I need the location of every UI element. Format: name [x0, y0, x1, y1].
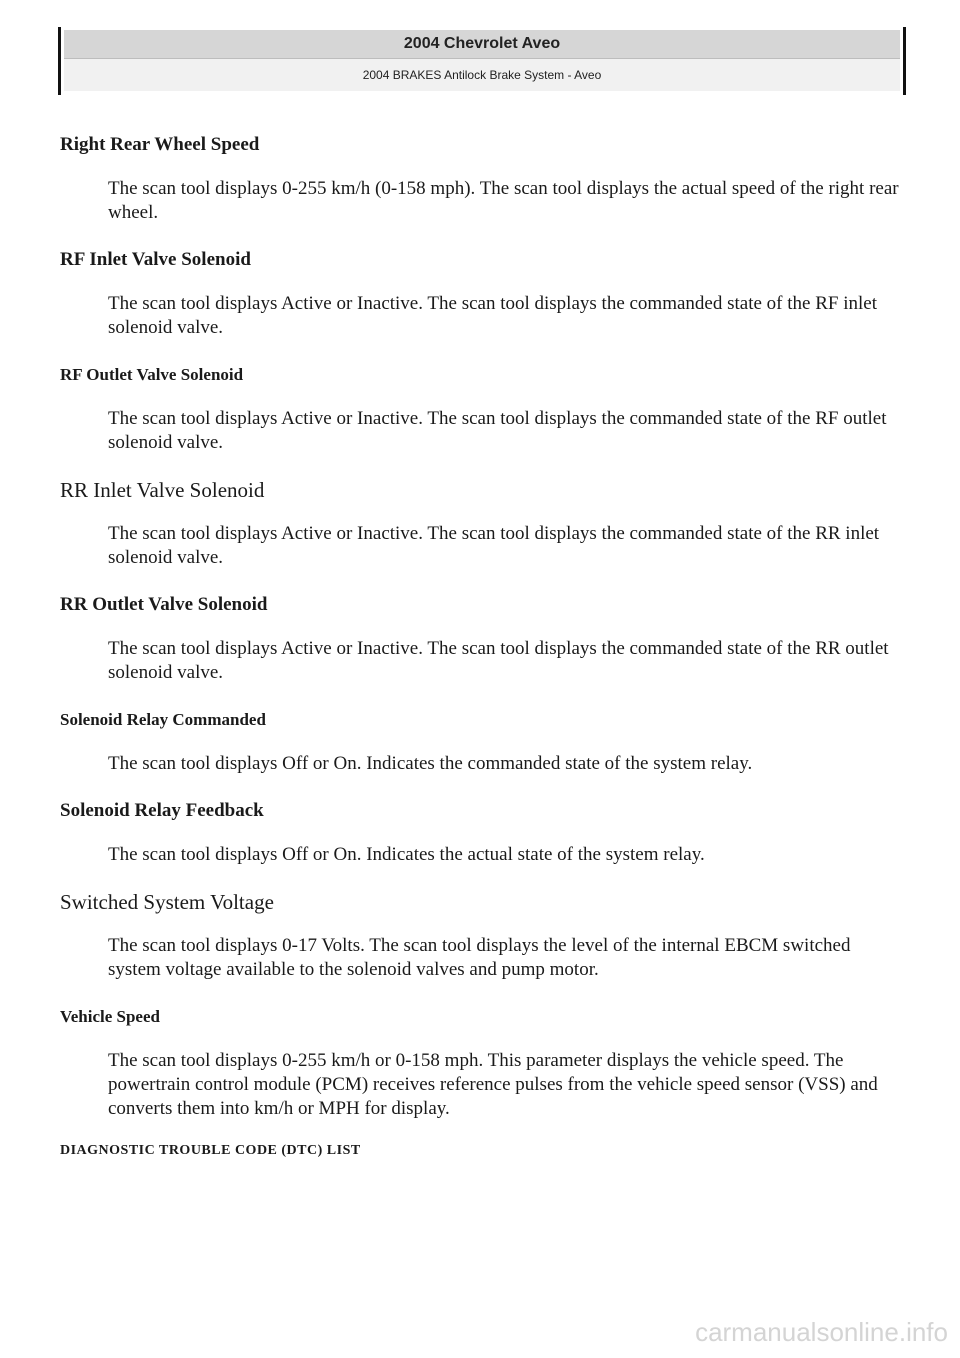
entry-title: Solenoid Relay Commanded [60, 710, 266, 729]
entry-title: Switched System Voltage [60, 890, 274, 914]
entry-description: The scan tool displays Active or Inactive. The scan tool displays the commanded state of the RR inlet solenoid valve. [108, 523, 880, 568]
entry-rf-inlet-valve-solenoid [60, 247, 905, 340]
entry-description: The scan tool displays Off or On. Indicates the actual state of the system relay. [108, 844, 705, 865]
dtc-list-heading: DIAGNOSTIC TROUBLE CODE (DTC) LIST [60, 1143, 361, 1158]
entry-title: Solenoid Relay Feedback [60, 800, 264, 821]
entry-description: The scan tool displays 0-255 km/h (0-158 mph). The scan tool displays the actual speed of the right rear wheel. [108, 178, 899, 223]
entry-switched-system-voltage [60, 889, 905, 982]
document-body [60, 132, 905, 1159]
entry-description: The scan tool displays Off or On. Indicates the commanded state of the system relay. [108, 753, 753, 774]
entry-title: RR Inlet Valve Solenoid [60, 478, 265, 502]
entry-title: RR Outlet Valve Solenoid [60, 594, 268, 615]
entry-description: The scan tool displays Active or Inactive. The scan tool displays the commanded state of the RF inlet solenoid valve. [108, 293, 877, 338]
entry-description: The scan tool displays 0-255 km/h or 0-158 mph. This parameter displays the vehicle speed. The powertrain control module (PCM) receives reference pulses from the vehicle speed sensor (VSS) and converts them into km/h or MPH for display. [108, 1050, 878, 1119]
header-left-rule [58, 27, 61, 95]
watermark: carmanualsonline.info [695, 1317, 948, 1347]
document-subtitle: 2004 BRAKES Antilock Brake System - Aveo [64, 59, 900, 91]
document-title: 2004 Chevrolet Aveo [64, 30, 900, 59]
entry-solenoid-relay-feedback [60, 798, 905, 867]
entry-vehicle-speed [60, 1004, 905, 1121]
entry-title: RF Outlet Valve Solenoid [60, 365, 244, 384]
entry-rr-outlet-valve-solenoid [60, 592, 905, 685]
entry-title: Vehicle Speed [60, 1007, 160, 1026]
entry-title: Right Rear Wheel Speed [60, 134, 260, 155]
entry-solenoid-relay-commanded [60, 707, 905, 776]
entry-right-rear-wheel-speed [60, 132, 905, 225]
entry-rr-inlet-valve-solenoid [60, 477, 905, 570]
entry-title: RF Inlet Valve Solenoid [60, 249, 251, 270]
header-right-rule [903, 27, 906, 95]
page-header [58, 27, 906, 95]
entry-description: The scan tool displays Active or Inactive. The scan tool displays the commanded state of the RR outlet solenoid valve. [108, 638, 889, 683]
entry-rf-outlet-valve-solenoid [60, 362, 905, 455]
entry-description: The scan tool displays Active or Inactive. The scan tool displays the commanded state of the RF outlet solenoid valve. [108, 408, 887, 453]
entry-description: The scan tool displays 0-17 Volts. The scan tool displays the level of the internal EBCM switched system voltage available to the solenoid valves and pump motor. [108, 935, 851, 980]
